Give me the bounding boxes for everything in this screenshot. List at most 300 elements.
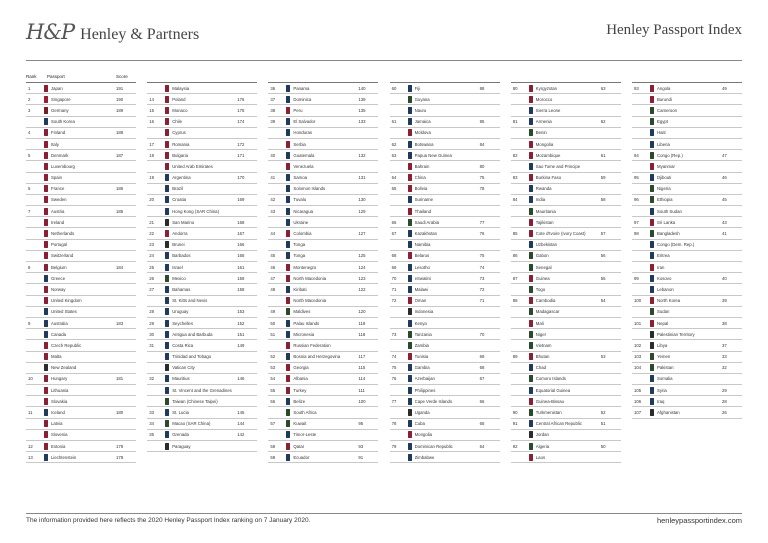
score-cell: 78 — [479, 186, 485, 192]
passport-cover-icon — [650, 85, 654, 92]
score-cell: 91 — [358, 454, 364, 460]
passport-cover-icon — [286, 85, 290, 92]
passport-cover-icon — [529, 174, 533, 181]
table-row — [511, 150, 621, 161]
ranking-column — [511, 70, 621, 463]
passport-cover-icon — [529, 185, 533, 192]
rank-cell: 81 — [512, 119, 518, 125]
rank-cell: 9 — [28, 320, 31, 326]
rank-cell: 31 — [149, 342, 154, 348]
passport-cover-icon — [529, 387, 533, 394]
rank-cell: 103 — [634, 354, 642, 360]
country-cell: Grenada — [172, 432, 189, 438]
rank-cell: 34 — [149, 421, 154, 427]
country-cell: Seychelles — [172, 320, 193, 326]
country-cell: Bolivia — [414, 186, 428, 192]
table-row — [632, 206, 742, 217]
rank-cell: 52 — [270, 354, 276, 360]
score-cell: 55 — [600, 275, 606, 281]
country-cell: Nepal — [657, 320, 669, 326]
passport-cover-icon — [408, 375, 412, 382]
passport-cover-icon — [650, 185, 654, 192]
passport-cover-icon — [529, 398, 533, 405]
passport-cover-icon — [165, 196, 169, 203]
score-cell: 75 — [479, 175, 485, 181]
header — [0, 0, 768, 60]
score-cell: 43 — [722, 219, 727, 225]
passport-cover-icon — [44, 241, 48, 248]
table-row — [632, 251, 742, 262]
passport-cover-icon — [529, 420, 533, 427]
rank-cell: 11 — [28, 410, 33, 416]
passport-cover-icon — [44, 398, 48, 405]
table-row — [26, 441, 136, 452]
passport-cover-icon — [529, 163, 533, 170]
footer-url: henleypassportindex.com — [656, 516, 742, 525]
passport-cover-icon — [529, 375, 533, 382]
score-cell: 50 — [600, 443, 606, 449]
table-row — [632, 105, 742, 116]
passport-cover-icon — [408, 364, 412, 371]
rank-cell: 18 — [149, 152, 154, 158]
table-row — [268, 83, 378, 94]
passport-cover-icon — [44, 286, 48, 293]
table-row — [632, 217, 742, 228]
country-cell: Macao (SAR China) — [172, 421, 211, 427]
table-row — [26, 307, 136, 318]
score-cell: 45 — [722, 197, 727, 203]
country-cell: Estonia — [51, 443, 66, 449]
score-cell: 123 — [358, 275, 366, 281]
country-cell: Monaco — [172, 107, 188, 113]
passport-cover-icon — [44, 387, 48, 394]
table-row — [268, 352, 378, 363]
table-row — [268, 385, 378, 396]
table-row — [390, 296, 500, 307]
country-cell: Barbados — [172, 253, 191, 259]
rank-cell: 58 — [270, 443, 276, 449]
rank-cell: 25 — [149, 264, 154, 270]
score-cell: 187 — [116, 152, 124, 158]
column-header — [390, 70, 500, 83]
country-cell: United States — [51, 309, 77, 315]
score-cell: 33 — [722, 354, 727, 360]
country-cell: Cape Verde Islands — [414, 398, 453, 404]
table-row — [632, 318, 742, 329]
passport-cover-icon — [286, 275, 290, 282]
rank-cell: 37 — [270, 96, 276, 102]
passport-cover-icon — [529, 331, 533, 338]
rank-cell: 2 — [28, 96, 31, 102]
country-cell: Trinidad and Tobago — [172, 354, 212, 360]
rank-cell: 39 — [270, 119, 276, 125]
passport-cover-icon — [408, 196, 412, 203]
passport-cover-icon — [44, 409, 48, 416]
passport-cover-icon — [408, 141, 412, 148]
country-cell: Syria — [657, 387, 667, 393]
passport-cover-icon — [408, 163, 412, 170]
passport-cover-icon — [408, 297, 412, 304]
table-row — [26, 352, 136, 363]
country-cell: Timor-Leste — [293, 432, 317, 438]
table-row — [147, 340, 257, 351]
passport-cover-icon — [650, 297, 654, 304]
country-cell: Zimbabwe — [414, 454, 435, 460]
table-row — [511, 195, 621, 206]
score-cell: 74 — [479, 264, 485, 270]
table-row — [390, 173, 500, 184]
country-cell: Namibia — [414, 242, 431, 248]
passport-cover-icon — [165, 297, 169, 304]
score-cell: 32 — [722, 365, 727, 371]
table-row — [26, 128, 136, 139]
passport-cover-icon — [286, 264, 290, 271]
country-cell: United Kingdom — [51, 298, 82, 304]
country-cell: Colombia — [293, 231, 312, 237]
table-row — [268, 173, 378, 184]
passport-cover-icon — [165, 264, 169, 271]
country-cell: Guyana — [414, 96, 430, 102]
rank-cell: 53 — [270, 365, 276, 371]
table-row — [26, 117, 136, 128]
country-cell: Chile — [172, 119, 182, 125]
passport-cover-icon — [44, 85, 48, 92]
score-cell: 161 — [237, 264, 245, 270]
table-row — [268, 396, 378, 407]
rank-cell: 8 — [28, 264, 31, 270]
country-cell: Kenya — [414, 320, 427, 326]
passport-cover-icon — [165, 409, 169, 416]
top-divider — [26, 60, 742, 61]
table-row — [511, 329, 621, 340]
score-cell: 175 — [237, 107, 245, 113]
passport-cover-icon — [44, 320, 48, 327]
table-row — [26, 430, 136, 441]
passport-cover-icon — [650, 286, 654, 293]
table-row — [511, 407, 621, 418]
passport-cover-icon — [286, 230, 290, 237]
passport-cover-icon — [408, 342, 412, 349]
ranking-column — [390, 70, 500, 463]
table-row — [390, 206, 500, 217]
rank-cell: 95 — [634, 175, 639, 181]
score-cell: 167 — [237, 231, 245, 237]
table-row — [268, 217, 378, 228]
passport-cover-icon — [408, 96, 412, 103]
table-row — [268, 307, 378, 318]
score-cell: 176 — [237, 96, 245, 102]
passport-cover-icon — [165, 320, 169, 327]
passport-cover-icon — [165, 152, 169, 159]
score-cell: 73 — [479, 275, 485, 281]
country-cell: Kiribati — [293, 286, 307, 292]
table-row — [26, 94, 136, 105]
passport-cover-icon — [650, 353, 654, 360]
rank-cell: 71 — [391, 286, 397, 292]
rank-cell: 24 — [149, 253, 154, 259]
table-row — [268, 340, 378, 351]
rank-cell: 67 — [391, 231, 397, 237]
score-cell: 118 — [358, 331, 366, 337]
country-cell: Papua New Guinea — [414, 152, 452, 158]
passport-cover-icon — [650, 308, 654, 315]
country-cell: Antigua and Barbuda — [172, 331, 213, 337]
passport-cover-icon — [650, 398, 654, 405]
table-row — [268, 94, 378, 105]
score-cell: 65 — [479, 421, 485, 427]
passport-cover-icon — [650, 219, 654, 226]
table-row — [390, 117, 500, 128]
rank-cell: 35 — [149, 432, 154, 438]
rank-cell: 107 — [634, 410, 642, 416]
passport-cover-icon — [44, 443, 48, 450]
rank-cell: 20 — [149, 197, 154, 203]
country-cell: South Africa — [293, 410, 317, 416]
table-row — [147, 150, 257, 161]
rank-cell: 15 — [149, 107, 154, 113]
passport-cover-icon — [529, 320, 533, 327]
country-cell: Sri Lanka — [657, 219, 676, 225]
passport-cover-icon — [165, 420, 169, 427]
passport-cover-icon — [165, 275, 169, 282]
table-row — [511, 363, 621, 374]
logo-text: Henley & Partners — [80, 26, 200, 43]
score-cell: 179 — [116, 443, 124, 449]
rank-cell: 43 — [270, 208, 276, 214]
country-cell: Zambia — [414, 342, 429, 348]
score-cell: 189 — [116, 107, 124, 113]
table-row — [26, 452, 136, 463]
country-cell: Mali — [535, 320, 544, 326]
passport-cover-icon — [529, 409, 533, 416]
country-cell: Japan — [51, 85, 63, 91]
score-cell: 183 — [116, 320, 124, 326]
country-cell: Angola — [657, 85, 671, 91]
table-row — [26, 385, 136, 396]
rank-cell: 10 — [28, 376, 33, 382]
rank-cell: 91 — [512, 421, 518, 427]
passport-cover-icon — [165, 241, 169, 248]
country-cell: Slovenia — [51, 432, 68, 438]
table-row — [147, 318, 257, 329]
passport-cover-icon — [408, 219, 412, 226]
table-row — [390, 195, 500, 206]
passport-cover-icon — [286, 107, 290, 114]
country-cell: Malaysia — [172, 85, 190, 91]
table-row — [268, 441, 378, 452]
country-cell: Iraq — [657, 398, 665, 404]
country-cell: Egypt — [657, 119, 668, 125]
table-row — [26, 273, 136, 284]
table-row — [390, 262, 500, 273]
passport-cover-icon — [529, 308, 533, 315]
score-cell: 188 — [116, 130, 124, 136]
country-cell: Maldives — [293, 309, 311, 315]
country-cell: Palestinian Territory — [657, 331, 695, 337]
table-row — [511, 161, 621, 172]
country-cell: Pakistan — [657, 365, 674, 371]
country-cell: Turkey — [293, 387, 307, 393]
table-row — [26, 161, 136, 172]
passport-cover-icon — [165, 364, 169, 371]
score-cell: 186 — [116, 186, 124, 192]
table-row — [511, 262, 621, 273]
score-cell: 88 — [479, 85, 485, 91]
table-row — [632, 195, 742, 206]
table-row — [26, 217, 136, 228]
table-row — [147, 407, 257, 418]
rank-cell: 66 — [391, 219, 397, 225]
score-cell: 51 — [600, 421, 606, 427]
country-cell: Belgium — [51, 264, 67, 270]
passport-cover-icon — [44, 230, 48, 237]
rank-cell: 7 — [28, 208, 31, 214]
table-row — [147, 352, 257, 363]
henley-partners-logo — [26, 20, 199, 44]
country-cell: Panama — [293, 85, 310, 91]
country-cell: United Arab Emirates — [172, 163, 213, 169]
country-cell: Honduras — [293, 130, 313, 136]
table-row — [511, 385, 621, 396]
country-cell: St. Kitts and Nevis — [172, 298, 208, 304]
country-cell: Mexico — [172, 275, 186, 281]
passport-cover-icon — [650, 107, 654, 114]
score-cell: 49 — [722, 85, 727, 91]
passport-cover-icon — [529, 241, 533, 248]
rank-cell: 27 — [149, 286, 154, 292]
country-cell: Qatar — [293, 443, 305, 449]
table-row — [632, 329, 742, 340]
passport-cover-icon — [408, 454, 412, 461]
ranking-columns — [26, 70, 742, 490]
passport-cover-icon — [529, 342, 533, 349]
passport-cover-icon — [408, 431, 412, 438]
score-cell: 41 — [722, 231, 727, 237]
country-cell: Uganda — [414, 410, 430, 416]
score-cell: 124 — [358, 264, 366, 270]
rank-cell: 30 — [149, 331, 154, 337]
table-row — [268, 284, 378, 295]
rank-cell: 47 — [270, 275, 276, 281]
passport-cover-icon — [408, 230, 412, 237]
country-cell: Thailand — [414, 208, 432, 214]
passport-cover-icon — [165, 163, 169, 170]
score-cell: 149 — [237, 342, 245, 348]
table-row — [268, 139, 378, 150]
rank-cell: 6 — [28, 186, 31, 192]
score-cell: 185 — [116, 208, 124, 214]
country-cell: Philippines — [414, 387, 436, 393]
table-row — [147, 284, 257, 295]
country-cell: Ethiopia — [657, 197, 673, 203]
table-row — [390, 363, 500, 374]
table-row — [511, 117, 621, 128]
table-row — [511, 452, 621, 463]
country-cell: Jamaica — [414, 119, 431, 125]
table-row — [390, 419, 500, 430]
country-cell: Oman — [414, 298, 427, 304]
rank-cell: 36 — [270, 85, 276, 91]
table-row — [511, 217, 621, 228]
table-row — [268, 419, 378, 430]
passport-cover-icon — [286, 141, 290, 148]
country-cell: North Macedonia — [293, 275, 327, 281]
table-row — [632, 173, 742, 184]
table-row — [511, 105, 621, 116]
passport-cover-icon — [165, 208, 169, 215]
score-cell: 68 — [479, 365, 485, 371]
score-cell: 159 — [237, 275, 245, 281]
table-row — [511, 296, 621, 307]
table-row — [268, 105, 378, 116]
score-cell: 67 — [479, 376, 485, 382]
country-cell: Cuba — [414, 421, 425, 427]
country-cell: Luxembourg — [51, 163, 75, 169]
table-row — [390, 441, 500, 452]
table-row — [632, 161, 742, 172]
country-cell: Brazil — [172, 186, 183, 192]
country-cell: Kazakhstan — [414, 231, 438, 237]
table-row — [26, 407, 136, 418]
passport-cover-icon — [165, 443, 169, 450]
country-cell: Iran — [657, 264, 665, 270]
country-cell: Tajikistan — [535, 219, 554, 225]
score-cell: 80 — [479, 163, 485, 169]
rank-cell: 45 — [270, 253, 276, 259]
passport-cover-icon — [650, 387, 654, 394]
table-row — [390, 430, 500, 441]
rank-cell: 19 — [149, 175, 154, 181]
table-row — [26, 228, 136, 239]
table-row — [268, 240, 378, 251]
passport-cover-icon — [286, 454, 290, 461]
table-row — [632, 296, 742, 307]
passport-cover-icon — [650, 252, 654, 259]
country-cell: Ireland — [51, 219, 65, 225]
table-row — [147, 430, 257, 441]
passport-cover-icon — [529, 443, 533, 450]
score-cell: 100 — [358, 398, 366, 404]
table-row — [26, 296, 136, 307]
country-cell: Jordan — [535, 432, 549, 438]
country-cell: Lebanon — [657, 286, 674, 292]
rank-cell: 38 — [270, 107, 276, 113]
rank-cell: 78 — [391, 421, 397, 427]
country-cell: Cameroon — [657, 107, 678, 113]
country-cell: St. Vincent and the Grenadines — [172, 387, 232, 393]
score-cell: 26 — [722, 410, 727, 416]
passport-cover-icon — [44, 96, 48, 103]
rank-cell: 21 — [149, 219, 154, 225]
score-cell: 119 — [358, 320, 366, 326]
score-cell: 115 — [358, 365, 366, 371]
rank-cell: 14 — [149, 96, 154, 102]
column-header — [511, 70, 621, 83]
country-cell: Canada — [51, 331, 67, 337]
score-cell: 56 — [600, 253, 606, 259]
table-row — [268, 296, 378, 307]
score-cell: 111 — [358, 387, 365, 393]
country-cell: Bahamas — [172, 286, 191, 292]
table-row — [632, 363, 742, 374]
table-row — [632, 340, 742, 351]
table-row — [26, 419, 136, 430]
table-row — [390, 128, 500, 139]
country-cell: Peru — [293, 107, 303, 113]
passport-cover-icon — [286, 308, 290, 315]
rank-cell: 50 — [270, 320, 276, 326]
score-cell: 131 — [358, 175, 366, 181]
